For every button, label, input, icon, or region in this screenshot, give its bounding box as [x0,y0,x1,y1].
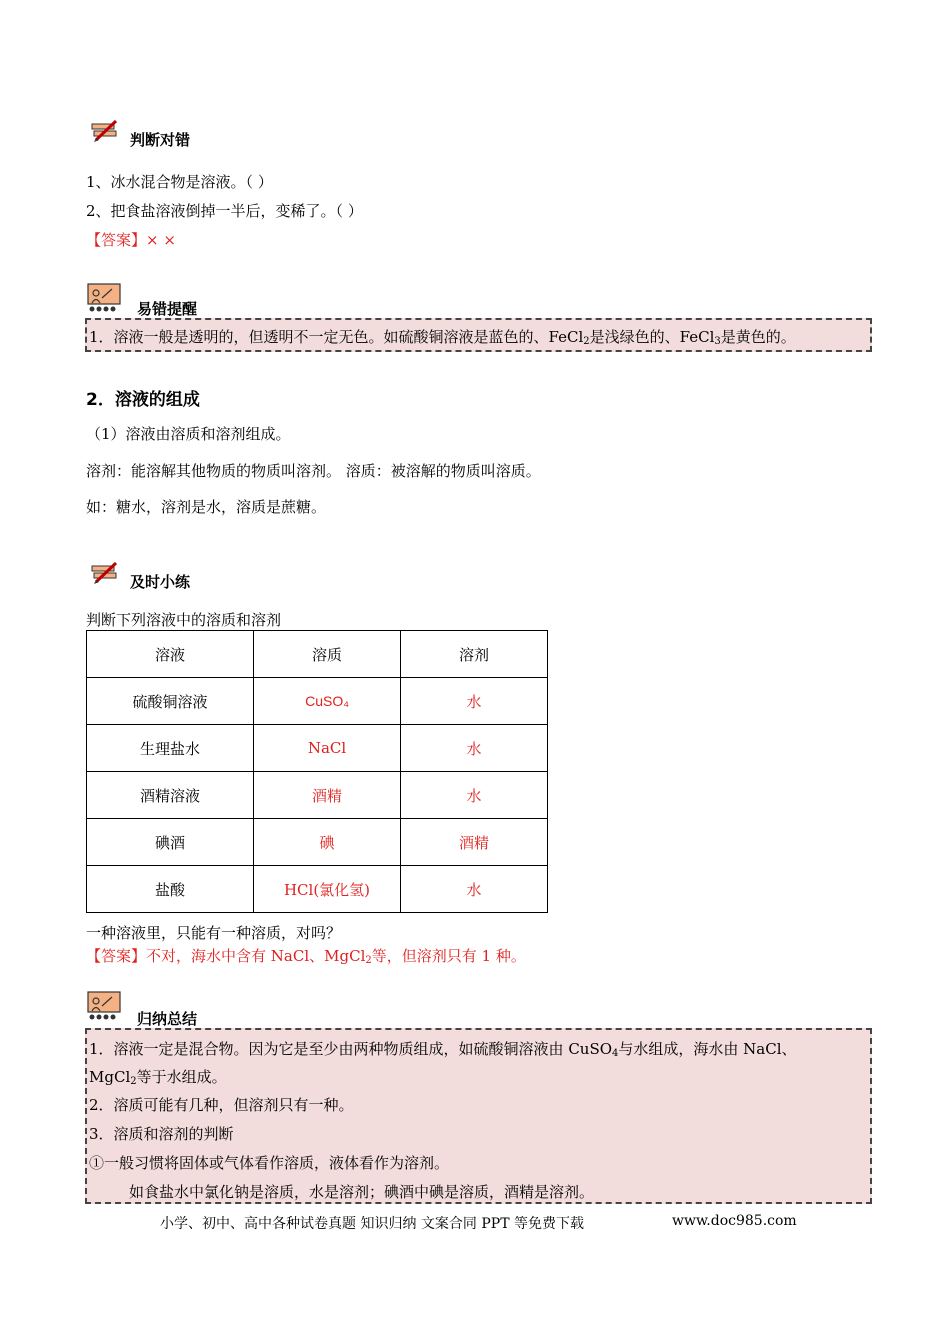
summary-text: 与水组成，海水由 NaCl、 [618,1040,797,1058]
table-cell-solute: CuSO₄ [254,678,401,725]
table-cell-solvent: 酒精 [401,819,548,866]
table-cell-solution: 碘酒 [87,819,254,866]
composition-p3: 如：糖水，溶剂是水，溶质是蔗糖。 [86,498,327,516]
teacher-board-icon [87,283,121,313]
answer-sub: 2 [365,955,372,966]
practice-answer [86,945,526,966]
judge-question-2: 2、把食盐溶液倒掉一半后，变稀了。（ ） [86,202,363,220]
summary-line-4: 3．溶质和溶剂的判断 [89,1125,234,1143]
summary-sub: 4 [612,1048,619,1059]
summary-text: 1．溶液一定是混合物。因为它是至少由两种物质组成，如硫酸铜溶液由 CuSO [89,1040,613,1058]
practice-question: 一种溶液里，只能有一种溶质，对吗？ [86,924,342,942]
summary-text: 等于水组成。 [136,1068,227,1086]
mistake-sub-1: 2 [583,336,590,347]
table-cell-solute: 碘 [254,819,401,866]
answer-value: × × [146,231,176,249]
solute-solvent-table [86,630,548,913]
composition-p2: 溶剂：能溶解其他物质的物质叫溶剂。 溶质：被溶解的物质叫溶质。 [86,462,541,480]
answer-label: 【答案】 [86,947,147,965]
table-cell-solvent: 水 [401,678,548,725]
summary-line-3: 2．溶质可能有几种，但溶剂只有一种。 [89,1096,354,1114]
footer-text: 小学、初中、高中各种试卷真题 知识归纳 文案合同 PPT 等免费下载 [160,1216,584,1232]
mistake-text-b: 是浅绿色的、FeCl [589,328,715,346]
pencil-ruler-icon [90,560,120,586]
table-row [87,819,548,866]
mistake-text-a: 1．溶液一般是透明的，但透明不一定无色。如硫酸铜溶液是蓝色的、FeCl [89,328,584,346]
summary-line-2 [89,1066,227,1087]
summary-text: MgCl [89,1068,131,1086]
judge-answer [86,229,176,250]
judge-question-1: 1、冰水混合物是溶液。（ ） [86,173,273,191]
mistake-box [85,318,872,352]
teacher-board-icon [87,991,121,1021]
composition-title: 2．溶液的组成 [86,390,200,410]
composition-p1: （1）溶液由溶质和溶剂组成。 [86,425,291,443]
table-header-row [87,631,548,678]
table-cell-solute: HCl(氯化氢) [254,866,401,913]
answer-text-b: 等，但溶剂只有 1 种。 [371,947,526,965]
table-cell-solvent: 水 [401,866,548,913]
judge-heading: 判断对错 [130,131,191,149]
table-header-cell: 溶剂 [401,631,548,678]
table-cell-solution: 盐酸 [87,866,254,913]
table-cell-solution: 生理盐水 [87,725,254,772]
practice-heading: 及时小练 [130,573,191,591]
table-cell-solution: 酒精溶液 [87,772,254,819]
mistake-text-c: 是黄色的。 [720,328,796,346]
summary-line-5: ①一般习惯将固体或气体看作溶质，液体看作为溶剂。 [89,1154,450,1172]
answer-text-a: 不对，海水中含有 NaCl、MgCl [146,947,366,965]
footer-url[interactable]: www.doc985.com [672,1213,797,1229]
practice-intro: 判断下列溶液中的溶质和溶剂 [86,611,282,629]
mistake-heading: 易错提醒 [137,300,198,318]
table-row [87,772,548,819]
mistake-sub-2: 3 [714,336,721,347]
table-cell-solute: NaCl [254,725,401,772]
summary-box [85,1028,872,1204]
summary-sub: 2 [130,1076,137,1087]
table-row [87,678,548,725]
table-header-cell: 溶液 [87,631,254,678]
summary-line-6: 如食盐水中氯化钠是溶质，水是溶剂；碘酒中碘是溶质，酒精是溶剂。 [129,1183,595,1201]
table-header-cell: 溶质 [254,631,401,678]
answer-label: 【答案】 [86,231,147,249]
table-cell-solvent: 水 [401,772,548,819]
table-row [87,725,548,772]
table-row [87,866,548,913]
summary-heading: 归纳总结 [137,1010,198,1028]
table-cell-solute: 酒精 [254,772,401,819]
mistake-line-1 [89,326,796,347]
pencil-ruler-icon [90,118,120,144]
table-cell-solution: 硫酸铜溶液 [87,678,254,725]
summary-line-1 [89,1038,797,1059]
table-cell-solvent: 水 [401,725,548,772]
